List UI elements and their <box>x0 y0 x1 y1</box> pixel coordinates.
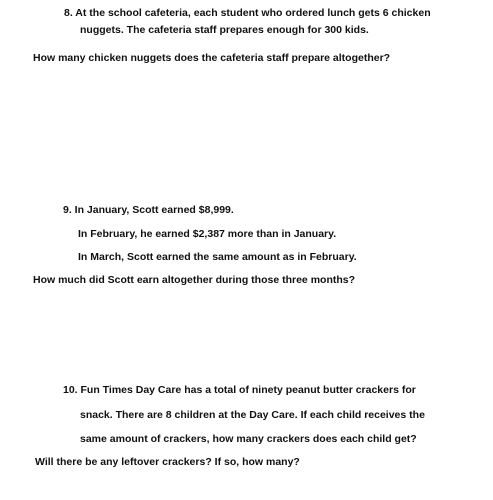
problem-9-line-1: 9. In January, Scott earned $8,999. <box>63 204 234 216</box>
problem-8-line-2: nuggets. The cafeteria staff prepares enough for 300 kids. <box>80 24 369 36</box>
problem-10-line-3: same amount of crackers, how many crackers does each child get? <box>80 433 417 445</box>
problem-9-question: How much did Scott earn altogether during those three months? <box>33 274 356 286</box>
problem-9-line-2: In February, he earned $2,387 more than in January. <box>78 228 337 240</box>
problem-8-question: How many chicken nuggets does the cafeteria staff prepare altogether? <box>33 52 391 64</box>
problem-8-line-1: 8. At the school cafeteria, each student who ordered lunch gets 6 chicken <box>64 7 431 19</box>
problem-10-line-2: snack. There are 8 children at the Day Care. If each child receives the <box>80 409 425 421</box>
problem-10-line-1: 10. Fun Times Day Care has a total of ninety peanut butter crackers for <box>63 384 416 396</box>
problem-10-question: Will there be any leftover crackers? If so, how many? <box>35 456 300 468</box>
problem-9-line-3: In March, Scott earned the same amount as in February. <box>78 251 357 263</box>
